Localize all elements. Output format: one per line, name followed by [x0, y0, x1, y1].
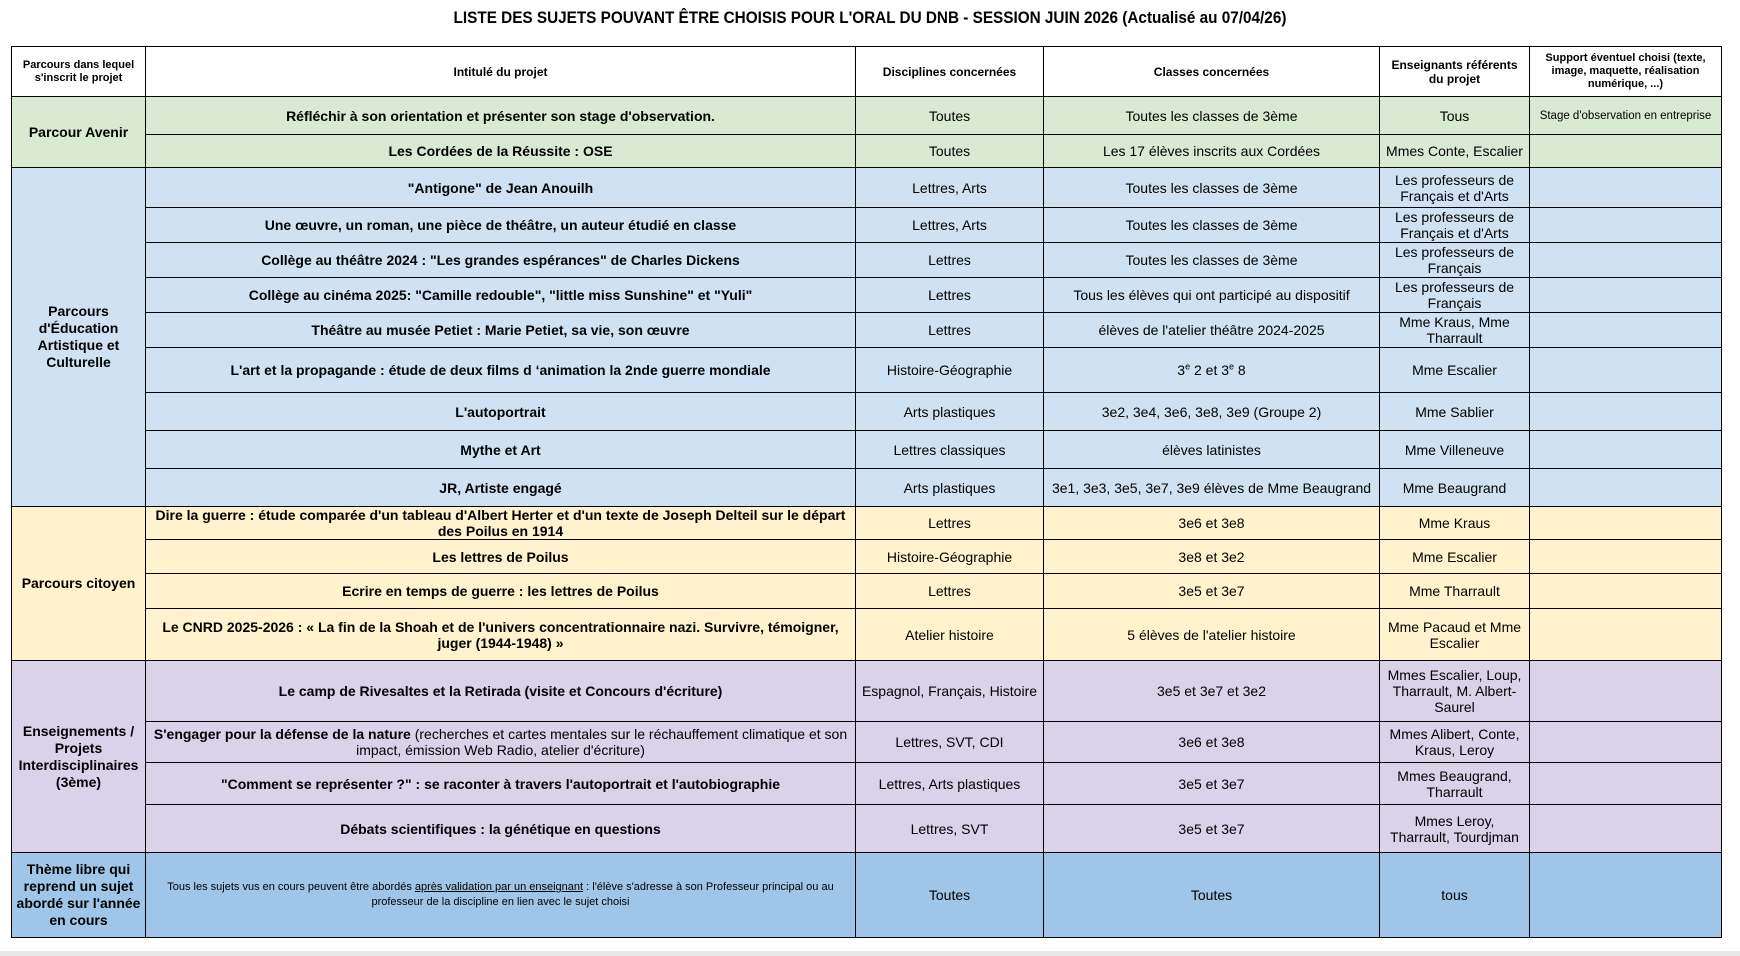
theme-desc-underlined: après validation par un enseignant [414, 881, 584, 893]
project-disciplines: Arts plastiques [856, 469, 1044, 507]
table-row [12, 431, 1722, 469]
project-title: Mythe et Art [146, 431, 856, 469]
header-classes: Classes concernées [1044, 47, 1380, 97]
class-number: 2 et 3 [1190, 362, 1230, 378]
project-title: Réfléchir à son orientation et présenter son stage d'observation. [146, 97, 856, 135]
project-title: "Comment se représenter ?" : se raconter à travers l'autoportrait et l'autobiographie [146, 763, 856, 805]
project-support [1530, 763, 1722, 805]
table-row [12, 278, 1722, 313]
header-parcours: Parcours dans lequel s'inscrit le projet [12, 47, 146, 97]
project-support [1530, 853, 1722, 938]
table-row [12, 805, 1722, 853]
project-classes: Toutes les classes de 3ème [1044, 243, 1380, 278]
subjects-table [11, 46, 1722, 938]
project-title: Les lettres de Poilus [146, 540, 856, 574]
class-suffix: e [1229, 361, 1235, 372]
project-classes: Toutes les classes de 3ème [1044, 97, 1380, 135]
project-teachers: Les professeurs de Français [1380, 243, 1530, 278]
project-disciplines: Lettres [856, 507, 1044, 540]
project-support [1530, 574, 1722, 609]
project-disciplines: Lettres classiques [856, 431, 1044, 469]
project-disciplines: Atelier histoire [856, 609, 1044, 661]
project-title: Dire la guerre : étude comparée d'un tableau d'Albert Herter et d'un texte de Joseph Delteil sur le départ des Poilus en 1914 [146, 507, 856, 540]
project-title: Collège au cinéma 2025: "Camille redouble", "little miss Sunshine" et "Yuli" [146, 278, 856, 313]
project-teachers: Mme Sablier [1380, 393, 1530, 431]
project-teachers: Mme Tharrault [1380, 574, 1530, 609]
project-title [146, 722, 856, 763]
table-row [12, 540, 1722, 574]
project-disciplines: Histoire-Géographie [856, 348, 1044, 393]
project-support [1530, 540, 1722, 574]
project-title: Le CNRD 2025-2026 : « La fin de la Shoah et de l'univers concentrationnaire nazi. Survivre, témoigner, juger (1944-1948) » [146, 609, 856, 661]
table-row [12, 208, 1722, 243]
project-disciplines: Lettres [856, 574, 1044, 609]
project-support [1530, 722, 1722, 763]
table-row [12, 763, 1722, 805]
project-classes: Toutes les classes de 3ème [1044, 168, 1380, 208]
project-support [1530, 431, 1722, 469]
header-disciplines: Disciplines concernées [856, 47, 1044, 97]
header-intitule: Intitulé du projet [146, 47, 856, 97]
project-support [1530, 507, 1722, 540]
project-classes: Toutes [1044, 853, 1380, 938]
project-teachers: Mmes Leroy, Tharrault, Tourdjman [1380, 805, 1530, 853]
page-bottom-edge [0, 951, 1740, 956]
project-disciplines: Lettres [856, 313, 1044, 348]
table-row [12, 507, 1722, 540]
class-number: 3 [1177, 362, 1186, 378]
project-support [1530, 168, 1722, 208]
project-support [1530, 609, 1722, 661]
project-teachers: Mme Beaugrand [1380, 469, 1530, 507]
project-teachers: Les professeurs de Français et d'Arts [1380, 208, 1530, 243]
project-title: Le camp de Rivesaltes et la Retirada (visite et Concours d'écriture) [146, 661, 856, 722]
project-disciplines: Lettres, Arts [856, 208, 1044, 243]
project-title-main: S'engager pour la défense de la nature [153, 726, 411, 742]
table-row [12, 243, 1722, 278]
project-teachers: Mme Kraus [1380, 507, 1530, 540]
table-row [12, 609, 1722, 661]
project-title: L'autoportrait [146, 393, 856, 431]
project-classes: 3e1, 3e3, 3e5, 3e7, 3e9 élèves de Mme Beaugrand [1044, 469, 1380, 507]
project-teachers: Les professeurs de Français et d'Arts [1380, 168, 1530, 208]
project-teachers: Mmes Conte, Escalier [1380, 135, 1530, 168]
project-support [1530, 661, 1722, 722]
table-row [12, 722, 1722, 763]
project-support [1530, 348, 1722, 393]
project-title: Débats scientifiques : la génétique en questions [146, 805, 856, 853]
table-row [12, 168, 1722, 208]
project-classes: 3e8 et 3e2 [1044, 540, 1380, 574]
project-teachers: Mme Villeneuve [1380, 431, 1530, 469]
table-row [12, 97, 1722, 135]
class-number: 8 [1234, 362, 1246, 378]
project-support [1530, 805, 1722, 853]
project-teachers: Mme Escalier [1380, 540, 1530, 574]
project-disciplines: Lettres, SVT [856, 805, 1044, 853]
table-row [12, 393, 1722, 431]
project-classes: 3e5 et 3e7 [1044, 805, 1380, 853]
project-support [1530, 243, 1722, 278]
table-row [12, 574, 1722, 609]
project-title: Théâtre au musée Petiet : Marie Petiet, sa vie, son œuvre [146, 313, 856, 348]
project-disciplines: Lettres [856, 278, 1044, 313]
project-classes: 3e6 et 3e8 [1044, 722, 1380, 763]
project-disciplines: Espagnol, Français, Histoire [856, 661, 1044, 722]
project-teachers: Mmes Alibert, Conte, Kraus, Leroy [1380, 722, 1530, 763]
page-title: LISTE DES SUJETS POUVANT ÊTRE CHOISIS POUR L'ORAL DU DNB - SESSION JUIN 2026 (Actualisé au 07/04/26) [453, 8, 1287, 27]
project-disciplines: Lettres, SVT, CDI [856, 722, 1044, 763]
project-title: Les Cordées de la Réussite : OSE [146, 135, 856, 168]
project-title: Une œuvre, un roman, une pièce de théâtre, un auteur étudié en classe [146, 208, 856, 243]
project-support [1530, 208, 1722, 243]
project-disciplines: Toutes [856, 135, 1044, 168]
project-teachers: tous [1380, 853, 1530, 938]
project-title: JR, Artiste engagé [146, 469, 856, 507]
header-support: Support éventuel choisi (texte, image, maquette, réalisation numérique, ...) [1530, 47, 1722, 97]
group-parcours-citoyen: Parcours citoyen [12, 507, 146, 661]
table-row [12, 469, 1722, 507]
theme-desc-start: Tous les sujets vus en cours peuvent être abordés [167, 881, 415, 893]
header-row [12, 47, 1722, 97]
table-row [12, 661, 1722, 722]
project-support: Stage d'observation en entreprise [1530, 97, 1722, 135]
project-disciplines: Lettres, Arts [856, 168, 1044, 208]
project-classes: Tous les élèves qui ont participé au dispositif [1044, 278, 1380, 313]
project-disciplines: Toutes [856, 97, 1044, 135]
project-classes: Les 17 élèves inscrits aux Cordées [1044, 135, 1380, 168]
project-classes: élèves de l'atelier théâtre 2024-2025 [1044, 313, 1380, 348]
project-teachers: Mme Kraus, Mme Tharrault [1380, 313, 1530, 348]
project-classes: 3e5 et 3e7 [1044, 574, 1380, 609]
table-row [12, 348, 1722, 393]
class-suffix: e [1185, 361, 1191, 372]
project-title: Collège au théâtre 2024 : "Les grandes espérances" de Charles Dickens [146, 243, 856, 278]
project-support [1530, 135, 1722, 168]
project-classes: 3e5 et 3e7 et 3e2 [1044, 661, 1380, 722]
project-classes: élèves latinistes [1044, 431, 1380, 469]
project-support [1530, 469, 1722, 507]
project-disciplines: Lettres [856, 243, 1044, 278]
project-disciplines: Arts plastiques [856, 393, 1044, 431]
project-teachers: Mmes Escalier, Loup, Tharrault, M. Albert-Saurel [1380, 661, 1530, 722]
project-classes: 3e2, 3e4, 3e6, 3e8, 3e9 (Groupe 2) [1044, 393, 1380, 431]
project-teachers: Mme Pacaud et Mme Escalier [1380, 609, 1530, 661]
project-title: "Antigone" de Jean Anouilh [146, 168, 856, 208]
table-row [12, 135, 1722, 168]
project-disciplines: Toutes [856, 853, 1044, 938]
project-classes: 5 élèves de l'atelier histoire [1044, 609, 1380, 661]
project-teachers: Mme Escalier [1380, 348, 1530, 393]
project-classes: 3e5 et 3e7 [1044, 763, 1380, 805]
table-row [12, 853, 1722, 938]
project-disciplines: Histoire-Géographie [856, 540, 1044, 574]
group-theme-libre: Thème libre qui reprend un sujet abordé sur l'année en cours [12, 853, 146, 938]
project-title-detail: (recherches et cartes mentales sur le réchauffement climatique et son impact, émission Web Radio, atelier d'écriture) [356, 726, 848, 758]
project-support [1530, 278, 1722, 313]
project-title [146, 853, 856, 938]
project-classes: 3e6 et 3e8 [1044, 507, 1380, 540]
table-row [12, 313, 1722, 348]
project-classes [1044, 348, 1380, 393]
theme-desc-end: : l'élève s'adresse à son Professeur principal ou au professeur de la discipline en lien avec le sujet choisi [371, 881, 834, 908]
group-epi: Enseignements / Projets Interdisciplinaires (3ème) [12, 661, 146, 853]
project-disciplines: Lettres, Arts plastiques [856, 763, 1044, 805]
project-teachers: Les professeurs de Français [1380, 278, 1530, 313]
project-classes: Toutes les classes de 3ème [1044, 208, 1380, 243]
project-support [1530, 393, 1722, 431]
project-teachers: Mmes Beaugrand, Tharrault [1380, 763, 1530, 805]
project-support [1530, 313, 1722, 348]
project-title: L'art et la propagande : étude de deux films d ‘animation la 2nde guerre mondiale [146, 348, 856, 393]
group-parcours-eac: Parcours d'Éducation Artistique et Culturelle [12, 168, 146, 507]
group-parcours-avenir: Parcour Avenir [12, 97, 146, 168]
header-enseignants: Enseignants référents du projet [1380, 47, 1530, 97]
project-teachers: Tous [1380, 97, 1530, 135]
project-title: Ecrire en temps de guerre : les lettres de Poilus [146, 574, 856, 609]
